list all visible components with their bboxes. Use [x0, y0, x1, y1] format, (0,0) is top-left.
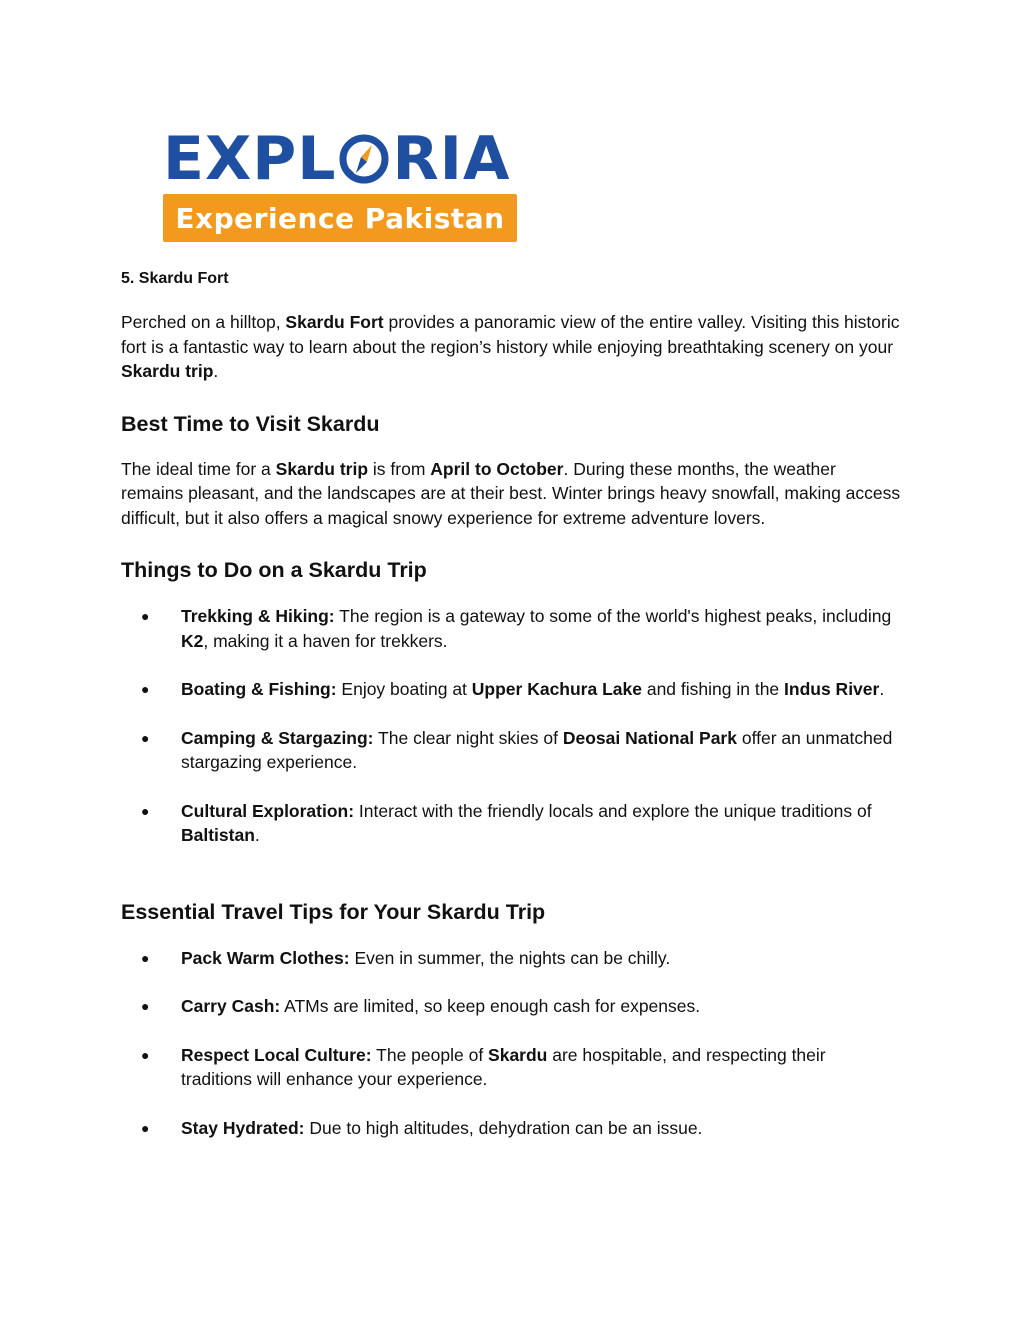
list-item	[121, 604, 901, 653]
item-label: Pack Warm Clothes:	[181, 947, 350, 968]
item-label: Boating & Fishing:	[181, 679, 337, 699]
list-item	[121, 946, 901, 971]
fort-bold: Skardu Fort	[285, 312, 384, 332]
item-text: The clear night skies of	[373, 727, 563, 748]
item-text: and fishing in the	[641, 679, 785, 699]
best-time-bold: April to October	[430, 458, 564, 479]
bullet-icon: ●	[141, 729, 150, 746]
fort-text: Perched on a hilltop,	[121, 312, 286, 332]
best-time-text: The ideal time for a	[121, 458, 276, 479]
logo-word-start: EXPL	[163, 124, 337, 194]
item-text: Enjoy boating at	[336, 679, 472, 699]
fort-heading: 5. Skardu Fort	[121, 270, 229, 287]
best-time-paragraph	[121, 457, 901, 531]
list-item	[121, 799, 901, 848]
best-time-text: . During these months, the weather remains pleasant, and the landscapes are at their best. Winter brings heavy snowfall, making access difficult, but it also offers a magical snowy experience for extreme adventure lovers.	[121, 458, 901, 528]
travel-tips-list	[121, 946, 901, 1141]
best-time-bold: Skardu trip	[275, 458, 369, 479]
item-bold: K2	[181, 630, 204, 651]
things-to-do-heading: Things to Do on a Skardu Trip	[121, 558, 427, 582]
logo-wordmark	[163, 124, 511, 194]
item-bold: Deosai National Park	[562, 727, 737, 748]
best-time-text: is from	[368, 458, 431, 479]
item-text: , making it a haven for trekkers.	[203, 630, 448, 651]
list-item	[121, 994, 901, 1019]
item-label: Respect Local Culture:	[181, 1044, 372, 1065]
item-label: Trekking & Hiking:	[181, 606, 335, 626]
list-item	[121, 1116, 901, 1141]
bullet-icon: ●	[141, 1046, 150, 1063]
item-bold: Indus River	[784, 679, 880, 699]
item-label: Stay Hydrated:	[181, 1117, 305, 1138]
document-content	[121, 268, 901, 1140]
item-bold: Skardu	[488, 1044, 548, 1065]
bullet-icon: ●	[141, 681, 150, 697]
item-label: Camping & Stargazing:	[181, 727, 374, 748]
bullet-icon: ●	[141, 949, 150, 966]
bullet-icon: ●	[141, 998, 150, 1014]
bullet-icon: ●	[141, 608, 150, 624]
list-item	[121, 726, 901, 775]
bullet-icon: ●	[141, 802, 150, 819]
travel-tips-heading: Essential Travel Tips for Your Skardu Trip	[121, 899, 546, 924]
item-bold: Upper Kachura Lake	[471, 679, 642, 699]
item-bold: Baltistan	[181, 825, 255, 845]
item-text: The people of	[371, 1044, 489, 1065]
fort-bold: Skardu trip	[121, 361, 214, 381]
bullet-icon: ●	[141, 1119, 150, 1136]
item-text: .	[254, 825, 260, 845]
list-item	[121, 677, 901, 702]
best-time-heading: Best Time to Visit Skardu	[121, 411, 380, 436]
compass-icon	[338, 133, 390, 185]
item-text: Even in summer, the nights can be chilly.	[349, 947, 671, 968]
things-to-do-list	[121, 604, 901, 848]
exploria-logo	[163, 124, 519, 244]
item-text: ATMs are limited, so keep enough cash for expenses.	[280, 996, 701, 1016]
item-text: are hospitable, and respecting their traditions will enhance your experience.	[181, 1044, 826, 1089]
item-label: Carry Cash:	[181, 996, 281, 1016]
list-item	[121, 1043, 901, 1092]
logo-banner	[163, 194, 517, 242]
fort-text: provides a panoramic view of the entire valley. Visiting this historic fort is a fantastic way to learn about the region’s history while enjoying breathtaking scenery on your	[121, 312, 900, 357]
item-label: Cultural Exploration:	[181, 800, 355, 821]
item-text: The region is a gateway to some of the world's highest peaks, including	[334, 606, 892, 626]
logo-word-end: RIA	[392, 124, 511, 194]
item-text: Due to high altitudes, dehydration can be an issue.	[304, 1117, 703, 1138]
fort-paragraph	[121, 310, 901, 384]
item-text: offer an unmatched stargazing experience.	[181, 727, 893, 772]
item-text: .	[879, 679, 885, 699]
logo-tagline: Experience Pakistan	[175, 201, 505, 235]
item-text: Interact with the friendly locals and explore the unique traditions of	[354, 800, 872, 821]
fort-text: .	[213, 361, 219, 381]
